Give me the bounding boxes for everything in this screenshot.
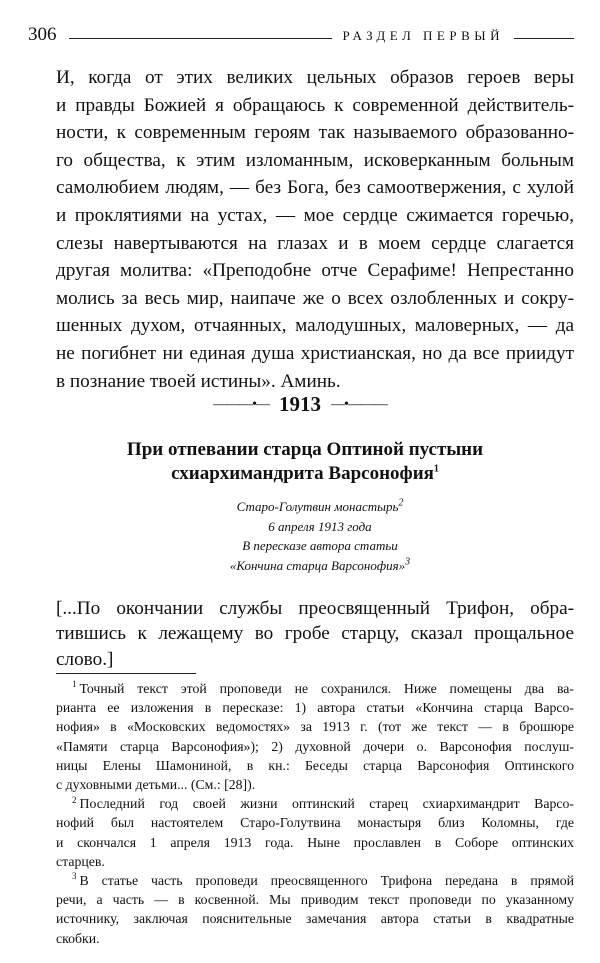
footnote-1	[56, 679, 574, 794]
footnote-line	[56, 679, 574, 698]
section-title: РАЗДЕЛ ПЕРВЫЙ	[342, 28, 504, 43]
footnote-2	[56, 794, 574, 871]
sermon-title-line2: схиархимандрита Варсонофия	[171, 463, 434, 484]
footnote-number: 3	[72, 871, 77, 882]
footnote-line: старцев.	[56, 853, 105, 869]
head-rule-left	[69, 38, 333, 39]
footnote-text: В статье часть проповеди преосвященного Трифона передана в прямой	[79, 873, 574, 889]
ornament-dash-right: —•———	[331, 396, 387, 412]
footnote-line: нофия» в «Московских ведомостях» за 1913 г. (тот же текст — в брошюре	[56, 719, 574, 735]
text-line: И, когда от этих великих цельных образов героев веры	[56, 67, 574, 88]
text-line: тившись к лежащему во гробе старцу, сказал прощальное	[56, 623, 574, 645]
footnote-line: речи, а часть — в косвенной. Мы приводим текст проповеди по указанному	[56, 892, 574, 908]
footnote-ref: 1	[433, 463, 439, 475]
page-number: 306	[28, 24, 57, 45]
year-label: 1913	[279, 392, 321, 416]
footnotes	[56, 679, 574, 948]
sermon-meta	[120, 497, 520, 575]
footnote-line	[56, 871, 574, 890]
meta-date: 6 апреля 1913 года	[268, 518, 372, 534]
meta-article-wrap	[120, 556, 520, 576]
footnote-line: скобки.	[56, 930, 100, 946]
footnote-ref: 3	[405, 556, 411, 568]
sermon-title-line1: При отпевании старца Оптиной пустыни	[126, 439, 484, 460]
text-line: [...По окончании службы преосвященный Трифон, обра-	[56, 598, 574, 619]
footnote-line: ницы Елены Шамониной, в кн.: Беседы старца Варсонофия Оптинского	[56, 757, 574, 773]
footnote-line	[56, 794, 574, 813]
footnote-rule	[56, 673, 196, 674]
footnote-number: 1	[72, 679, 77, 690]
text-line: в познание твоей истины». Аминь.	[56, 370, 341, 392]
meta-article: «Кончина старца Варсонофия»	[229, 557, 406, 573]
text-line: самолюбием людям, — без Бога, без самоотвержения, с хулой	[56, 177, 574, 199]
meta-retold: В пересказе автора статьи	[242, 538, 398, 553]
footnote-line: «Памяти старца Варсонофия»); 2) духовной дочери о. Варсонофия послуш-	[56, 738, 574, 754]
head-rule-right	[514, 38, 574, 39]
footnote-ref: 2	[398, 497, 404, 509]
text-line: го общества, к этим изломанным, исковерканным больным	[56, 149, 574, 171]
running-head	[28, 22, 574, 48]
paragraph-bracketed	[56, 596, 574, 672]
sermon-title	[40, 438, 570, 486]
text-line: слезы навертываются на глазах и в моем сердце слагается	[56, 232, 574, 254]
text-line: и правды Божией я обращаюсь к современной действитель-	[56, 94, 574, 116]
footnote-line: источнику, заключая пояснительные замечания автора статьи в квадратные	[56, 911, 574, 927]
text-line: другая молитва: «Преподобне отче Серафиме! Непрестанно	[56, 260, 574, 282]
ornament-dash-left: ———•—	[213, 396, 269, 412]
footnote-text: Точный текст этой проповеди не сохранился. Ниже помещены два ва-	[79, 681, 574, 696]
footnote-line: и скончался 1 апреля 1913 года. Ныне прославлен в Соборе оптинских	[56, 834, 574, 850]
text-line: ности, к современным героям так называемого образованно-	[56, 122, 574, 144]
text-line: молись за весь мир, наипаче же о всех озлобленных и сокру-	[56, 287, 574, 309]
text-line: слово.]	[56, 648, 114, 670]
text-line: и проклятиями на устах, — мое сердце сжимается горечью,	[56, 204, 574, 226]
meta-place-wrap	[120, 497, 520, 517]
text-line: не погибнет ни единая душа христианская, но да все приидут	[56, 342, 574, 364]
footnote-number: 2	[72, 794, 77, 805]
year-heading	[0, 392, 600, 417]
footnote-3	[56, 871, 574, 948]
meta-place: Старо-Голутвин монастырь	[236, 499, 399, 514]
paragraph-intro	[56, 64, 574, 395]
footnote-line: с духовными детьми... (См.: [28]).	[56, 777, 256, 793]
sermon-title-line2-wrap	[40, 462, 570, 486]
footnote-line: нофий был настоятелем Старо-Голутвина монастыря близ Коломны, где	[56, 815, 574, 831]
text-line: шенных духом, отчаянных, малодушных, маловерных, — да	[56, 315, 574, 337]
footnote-text: Последний год своей жизни оптинский старец схиархимандрит Варсо-	[79, 796, 574, 812]
footnote-line: рианта ее изложения в пересказе: 1) автора статьи «Кончина старца Варсо-	[56, 700, 574, 716]
